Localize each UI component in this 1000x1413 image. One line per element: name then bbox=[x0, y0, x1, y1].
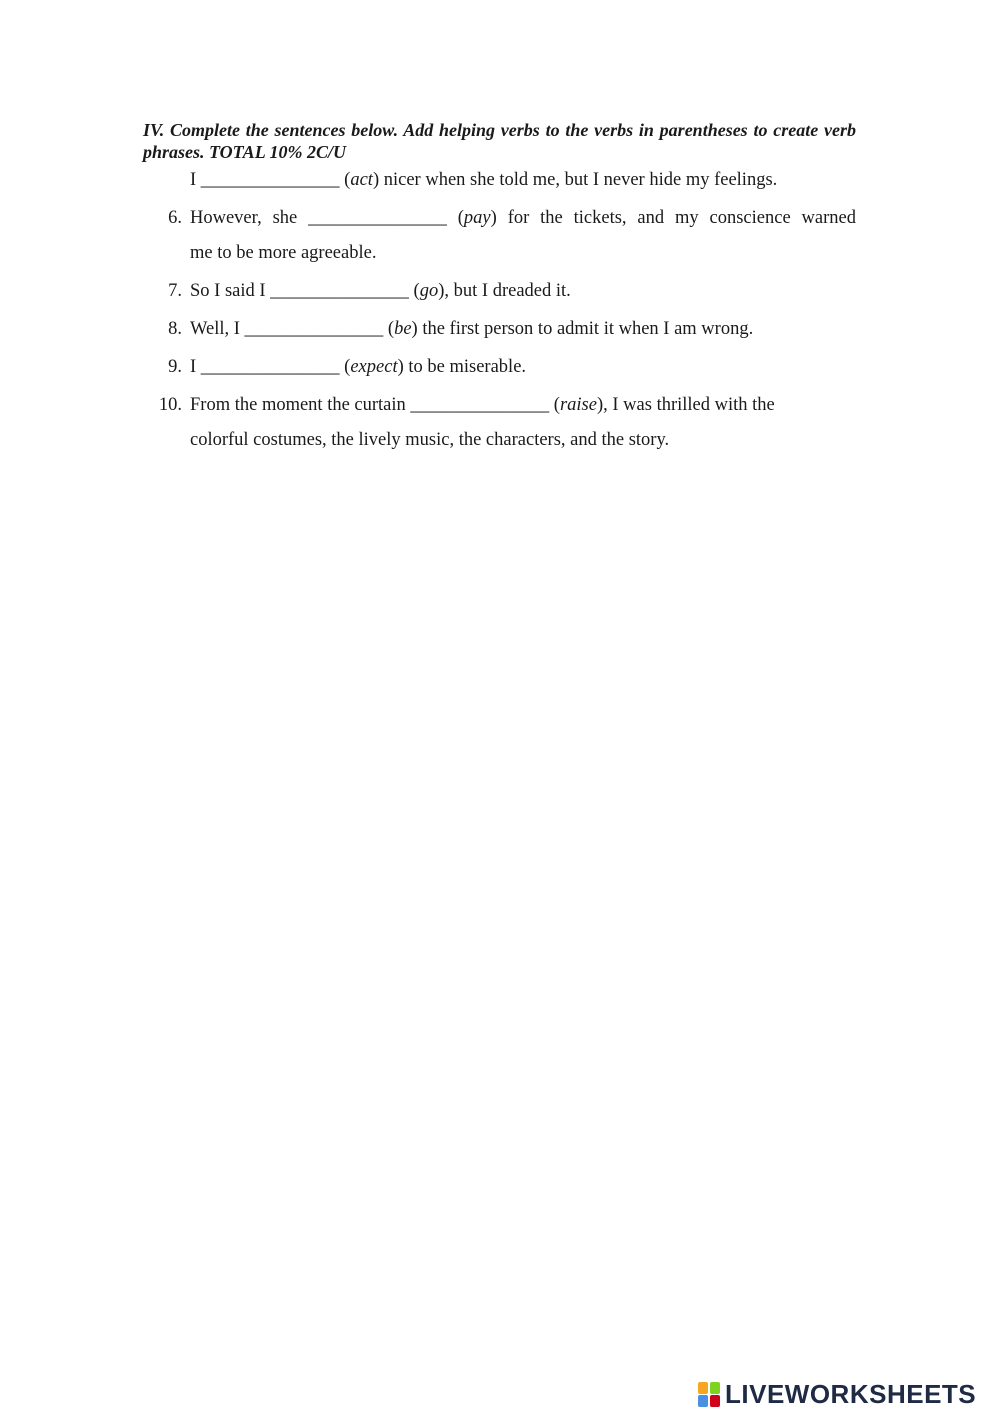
item-text: So I said I _______________ (go), but I dreaded it. bbox=[190, 281, 571, 301]
item-number: 6. bbox=[168, 208, 182, 228]
logo-mark-square bbox=[698, 1382, 708, 1394]
answer-blank[interactable]: _______________ bbox=[200, 357, 340, 377]
item-number: 10. bbox=[158, 395, 182, 415]
section-heading: IV. Complete the sentences below. Add helping verbs to the verbs in parentheses to create verb phrases. TOTAL 10% 2C/U bbox=[143, 120, 856, 162]
item-after-text: nicer when she told me, but I never hide my feelings. bbox=[383, 170, 778, 190]
verb-hint: act bbox=[350, 170, 373, 190]
item-after-text: to be miserable. bbox=[408, 357, 527, 377]
item-line2-text: colorful costumes, the lively music, the characters, and the story. bbox=[190, 430, 670, 450]
verb-hint: be bbox=[394, 319, 412, 339]
logo-mark-square bbox=[698, 1395, 708, 1407]
answer-blank[interactable]: _______________ bbox=[200, 170, 340, 190]
item-before-text: Well, I bbox=[190, 319, 240, 339]
verb-hint: go bbox=[419, 281, 439, 301]
logo-mark-icon bbox=[698, 1380, 722, 1408]
item-before-text: I bbox=[190, 170, 197, 190]
answer-blank[interactable]: _______________ bbox=[244, 319, 384, 339]
item-before-text: I bbox=[190, 357, 197, 377]
item-before-text: However, she bbox=[190, 208, 298, 228]
answer-blank[interactable]: _______________ bbox=[308, 208, 447, 228]
logo-mark-square bbox=[710, 1382, 720, 1394]
item-before-text: So I said I bbox=[190, 281, 266, 301]
item-number: 9. bbox=[168, 357, 182, 377]
item-number: 8. bbox=[168, 319, 182, 339]
verb-hint: expect bbox=[350, 357, 398, 377]
liveworksheets-logo bbox=[698, 1378, 976, 1410]
item-line2-text: me to be more agreeable. bbox=[190, 243, 377, 263]
item-text: I _______________ (expect) to be miserable. bbox=[190, 357, 527, 377]
answer-blank[interactable]: _______________ bbox=[270, 281, 409, 301]
item-text: However, she _______________ (pay) for the tickets, and my conscience warned bbox=[190, 208, 856, 228]
logo-text: LIVEWORKSHEETS bbox=[725, 1378, 977, 1409]
verb-hint: raise bbox=[559, 395, 597, 415]
item-after-text: for the tickets, and my conscience warned bbox=[507, 208, 856, 228]
item-number: 7. bbox=[168, 281, 182, 301]
item-text: I _______________ (act) nicer when she told me, but I never hide my feelings. bbox=[190, 170, 778, 190]
item-text: From the moment the curtain _______________ (raise), I was thrilled with the bbox=[190, 395, 775, 415]
answer-blank[interactable]: _______________ bbox=[410, 395, 550, 415]
item-after-text: , but I dreaded it. bbox=[444, 281, 571, 301]
item-after-text: the first person to admit it when I am wrong. bbox=[422, 319, 754, 339]
item-after-text: , I was thrilled with the bbox=[603, 395, 775, 415]
item-before-text: From the moment the curtain bbox=[190, 395, 406, 415]
verb-hint: pay bbox=[463, 208, 491, 228]
item-text: Well, I _______________ (be) the first person to admit it when I am wrong. bbox=[190, 319, 754, 339]
logo-mark-square bbox=[710, 1395, 720, 1407]
